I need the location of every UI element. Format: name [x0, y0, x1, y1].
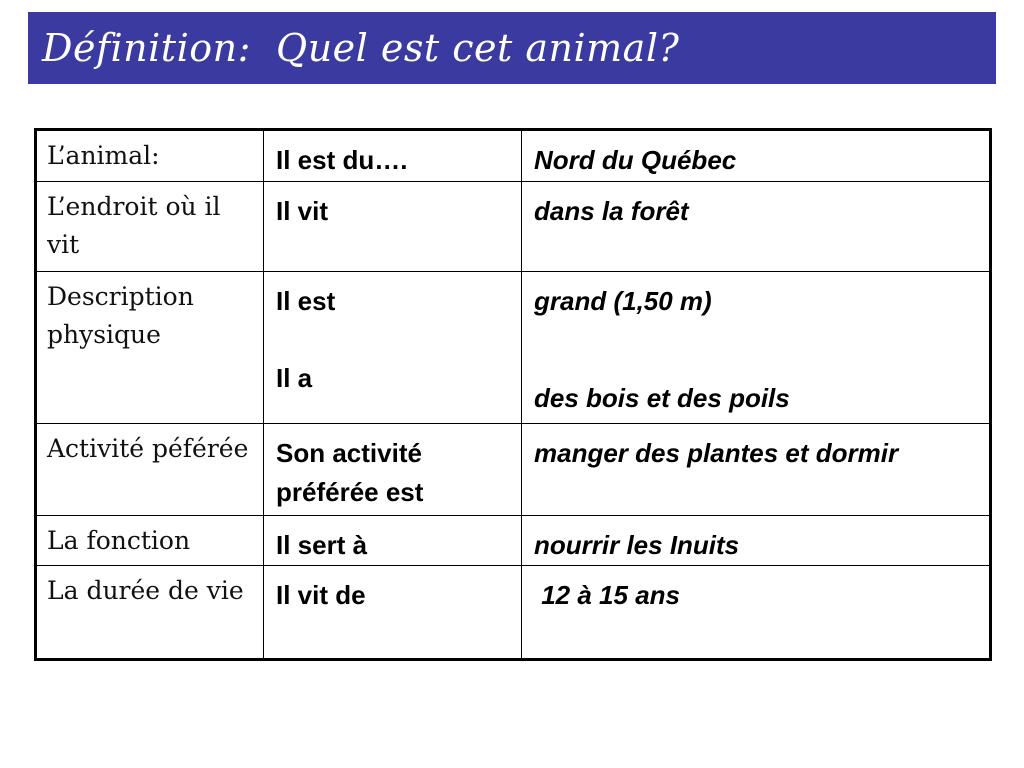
row-phrase: Il sert à	[264, 516, 522, 566]
row-phrase-cell	[264, 272, 522, 424]
table-row	[36, 516, 991, 566]
table-row	[36, 130, 991, 182]
row-answer: manger des plantes et dormir	[522, 424, 991, 516]
row-phrase: Il vit	[264, 182, 522, 272]
row-answer: nourrir les Inuits	[522, 516, 991, 566]
row-label: L’animal:	[36, 130, 264, 182]
row-phrase: Son activité préférée est	[264, 424, 522, 516]
table-row	[36, 182, 991, 272]
row-phrase: Il est	[276, 286, 336, 316]
row-answer: Nord du Québec	[522, 130, 991, 182]
row-answer: des bois et des poils	[534, 383, 790, 413]
row-answer: dans la forêt	[522, 182, 991, 272]
table-row	[36, 272, 991, 424]
definition-table	[34, 128, 992, 661]
row-phrase: Il est du….	[264, 130, 522, 182]
table-row	[36, 566, 991, 660]
row-answer: 12 à 15 ans	[522, 566, 991, 660]
row-answer: grand (1,50 m)	[534, 286, 712, 316]
title-bar	[28, 12, 996, 84]
row-label: Description physique	[36, 272, 264, 424]
row-label: Activité péférée	[36, 424, 264, 516]
row-label: L’endroit où il vit	[36, 182, 264, 272]
row-phrase: Il a	[276, 363, 313, 393]
row-answer-cell	[522, 272, 991, 424]
row-label: La durée de vie	[36, 566, 264, 660]
slide-title: Définition: Quel est cet animal?	[42, 26, 680, 70]
row-label: La fonction	[36, 516, 264, 566]
table-row	[36, 424, 991, 516]
row-phrase: Il vit de	[264, 566, 522, 660]
